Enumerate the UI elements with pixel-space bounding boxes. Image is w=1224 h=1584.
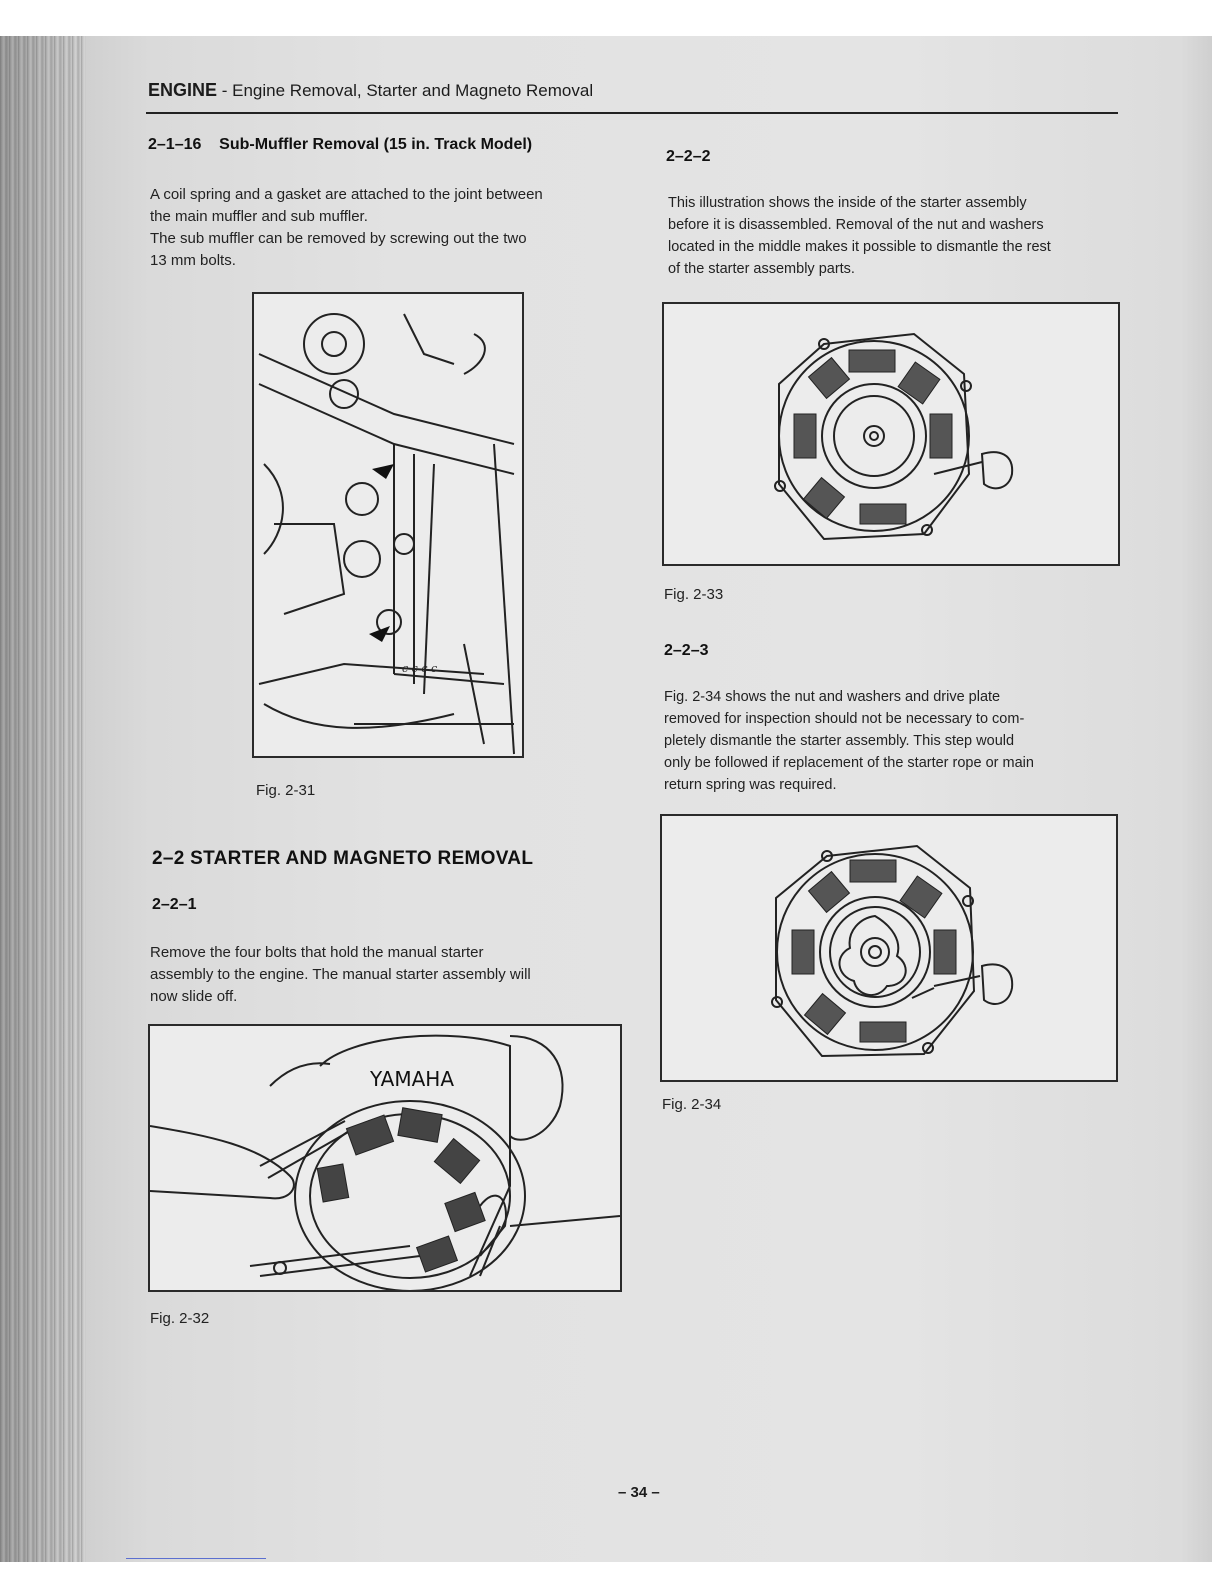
bottom-divider [126,1558,266,1559]
starter-assembly-disassembled-illustration [662,816,1116,1080]
heading-2-2: 2–2 STARTER AND MAGNETO REMOVAL [152,848,534,869]
text-line: the main muffler and sub muffler. [150,208,368,225]
text-line: now slide off. [150,988,238,1005]
text-line: Fig. 2-34 shows the nut and washers and drive plate [664,689,1001,705]
text-line: only be followed if replacement of the starter rope or main [664,755,1034,771]
caption-fig-2-34: Fig. 2-34 [662,1096,722,1113]
manual-page [0,36,1212,1562]
text-line: assembly to the engine. The manual starter assembly will [150,966,531,983]
section-number: 2–1–16 [148,136,202,153]
heading-2-1-16 [148,136,532,154]
page-number: – 34 – [618,1484,660,1501]
paragraph-2-2-3 [664,686,1124,796]
paragraph-2-2-1 [150,942,620,1008]
text-line: located in the middle makes it possible to dismantle the rest [668,239,1051,255]
page-header [148,80,593,101]
figure-2-34 [660,814,1118,1082]
starter-assembly-inside-illustration [664,304,1118,564]
sub-muffler-illustration [254,294,522,756]
text-line: before it is disassembled. Removal of the nut and washers [668,217,1044,233]
paragraph-2-2-2 [668,192,1128,280]
book-spine-shadow [0,36,86,1562]
text-line: 13 mm bolts. [150,252,236,269]
text-line: Remove the four bolts that hold the manual starter [150,944,484,961]
heading-2-2-2: 2–2–2 [666,148,711,165]
caption-fig-2-33: Fig. 2-33 [664,586,724,603]
header-section: ENGINE [148,80,218,100]
svg-text:c c c c: c c c c [402,662,438,675]
figure-2-33 [662,302,1120,566]
text-line: of the starter assembly parts. [668,261,855,277]
heading-2-2-3: 2–2–3 [664,642,709,659]
caption-fig-2-31: Fig. 2-31 [256,782,316,799]
text-line: removed for inspection should not be necessary to com- [664,711,1025,727]
paragraph-2-1-16 [150,184,630,272]
header-rule [146,112,1118,114]
text-line: This illustration shows the inside of the starter assembly [668,195,1027,211]
text-line: pletely dismantle the starter assembly. This step would [664,733,1015,749]
figure-2-31 [252,292,524,758]
text-line: The sub muffler can be removed by screwing out the two [150,230,527,247]
section-title: Sub-Muffler Removal (15 in. Track Model) [219,136,533,153]
figure-2-32 [148,1024,622,1292]
text-line: return spring was required. [664,777,837,793]
caption-fig-2-32: Fig. 2-32 [150,1310,210,1327]
yamaha-logo-text: YAMAHA [370,1067,455,1091]
heading-2-2-1: 2–2–1 [152,896,197,913]
starter-removal-illustration [150,1026,620,1290]
text-line: A coil spring and a gasket are attached to the joint between [150,186,543,203]
header-subtitle: - Engine Removal, Starter and Magneto Removal [221,81,594,100]
